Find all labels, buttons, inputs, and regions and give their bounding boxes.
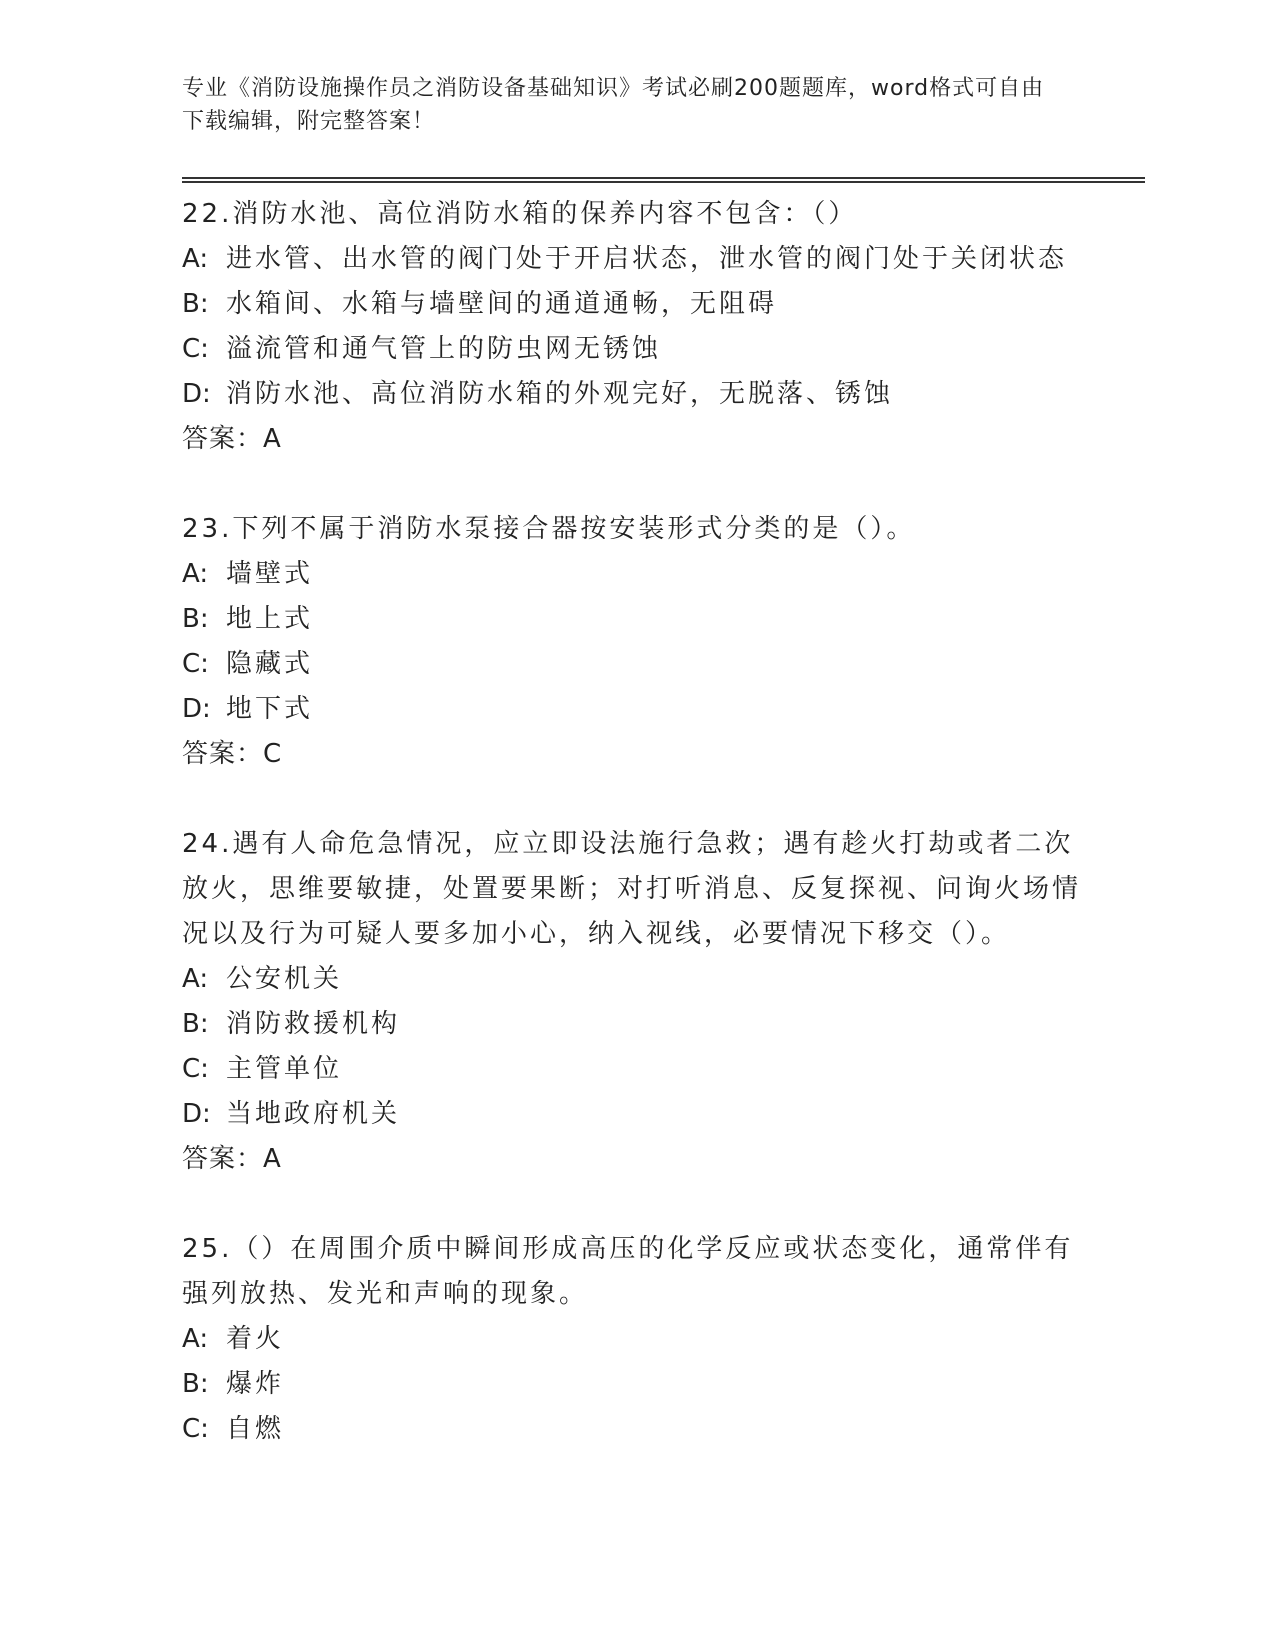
answer-label: 答案： <box>182 1144 264 1174</box>
option-text: 着火 <box>226 1324 285 1354</box>
option-a <box>182 1317 1082 1362</box>
option-a <box>182 957 1082 1002</box>
answer-label: 答案： <box>182 739 264 769</box>
option-text: 进水管、出水管的阀门处于开启状态，泄水管的阀门处于关闭状态 <box>226 244 1068 274</box>
option-d <box>182 687 1082 732</box>
option-letter: B: <box>182 1369 209 1399</box>
question-25 <box>182 1227 1082 1452</box>
header-divider-top <box>182 177 1145 179</box>
answer-line <box>182 732 1082 777</box>
option-c <box>182 327 1082 372</box>
option-letter: A: <box>182 244 209 274</box>
option-text: 隐藏式 <box>226 649 314 679</box>
option-text: 水箱间、水箱与墙壁间的通道通畅，无阻碍 <box>226 289 778 319</box>
question-stem: 24.遇有人命危急情况，应立即设法施行急救；遇有趁火打劫或者二次放火，思维要敏捷，处置要果断；对打听消息、反复探视、问询火场情况以及行为可疑人要多加小心，纳入视线，必要情况下移交（）。 <box>182 829 1082 949</box>
answer-value: A <box>263 424 282 454</box>
option-letter: D: <box>182 694 211 724</box>
answer-value: C <box>263 739 283 769</box>
option-letter: B: <box>182 289 209 319</box>
answer-line <box>182 1137 1082 1182</box>
document-title: 专业《消防设施操作员之消防设备基础知识》考试必刷200题题库，word格式可自由下载编辑，附完整答案！ <box>182 76 1045 134</box>
option-letter: A: <box>182 559 209 589</box>
option-letter: D: <box>182 1099 211 1129</box>
option-text: 主管单位 <box>226 1054 343 1084</box>
answer-value: A <box>263 1144 282 1174</box>
answer-line <box>182 417 1082 462</box>
option-b <box>182 282 1082 327</box>
option-letter: C: <box>182 1054 209 1084</box>
option-letter: B: <box>182 604 209 634</box>
document-header <box>182 72 1062 138</box>
question-23 <box>182 507 1082 777</box>
option-text: 爆炸 <box>226 1369 285 1399</box>
option-text: 自燃 <box>226 1414 285 1444</box>
answer-label: 答案： <box>182 424 264 454</box>
option-d <box>182 372 1082 417</box>
option-text: 消防水池、高位消防水箱的外观完好，无脱落、锈蚀 <box>226 379 894 409</box>
option-letter: A: <box>182 964 209 994</box>
option-b <box>182 1002 1082 1047</box>
option-b <box>182 597 1082 642</box>
option-letter: C: <box>182 1414 209 1444</box>
question-22 <box>182 192 1082 462</box>
option-a <box>182 237 1082 282</box>
question-stem: 25.（）在周围介质中瞬间形成高压的化学反应或状态变化，通常伴有强列放热、发光和声响的现象。 <box>182 1234 1074 1309</box>
option-letter: D: <box>182 379 211 409</box>
option-text: 地上式 <box>226 604 314 634</box>
question-stem: 23.下列不属于消防水泵接合器按安装形式分类的是（）。 <box>182 514 916 544</box>
option-text: 地下式 <box>226 694 314 724</box>
option-letter: C: <box>182 334 209 364</box>
option-text: 消防救援机构 <box>226 1009 401 1039</box>
option-letter: B: <box>182 1009 209 1039</box>
option-letter: C: <box>182 649 209 679</box>
option-text: 公安机关 <box>226 964 343 994</box>
question-list <box>182 192 1082 1497</box>
option-c <box>182 1407 1082 1452</box>
question-stem: 22.消防水池、高位消防水箱的保养内容不包含：（） <box>182 199 858 229</box>
option-c <box>182 1047 1082 1092</box>
option-text: 墙壁式 <box>226 559 314 589</box>
option-b <box>182 1362 1082 1407</box>
question-24 <box>182 822 1082 1182</box>
option-a <box>182 552 1082 597</box>
option-letter: A: <box>182 1324 209 1354</box>
option-c <box>182 642 1082 687</box>
option-d <box>182 1092 1082 1137</box>
option-text: 溢流管和通气管上的防虫网无锈蚀 <box>226 334 662 364</box>
option-text: 当地政府机关 <box>226 1099 401 1129</box>
header-divider-bottom <box>182 181 1145 183</box>
